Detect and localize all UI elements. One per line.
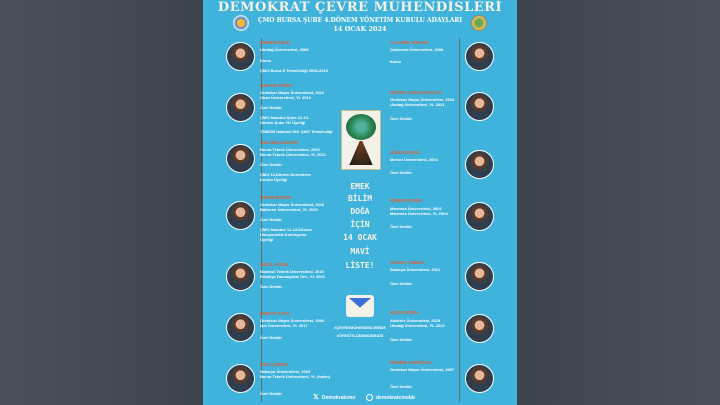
candidate-detail: ÇMO İstanbul Şube 12-13. Dönem Şube YK Üyeliği: [260, 115, 310, 125]
candidate-detail: Özel Sektör: [390, 224, 413, 229]
slogan-line: DOĞA: [350, 207, 370, 216]
slogan-line: BİLİM: [347, 194, 373, 203]
slogan-line: LİSTE!: [345, 261, 375, 270]
candidate-detail: Kamu: [260, 58, 272, 63]
candidate-name: MURAT KAYA: [260, 311, 290, 316]
candidate-detail: Özel Sektör: [260, 284, 283, 289]
candidate-detail: Sakarya Üniversitesi, 2019: [260, 369, 311, 374]
candidate-name: ZİNEM PODGE: [390, 198, 423, 203]
candidate-detail: Bursa Teknik Üniversitesi, 2020: [260, 147, 320, 152]
candidate-detail: Ondokuz Mayıs Üniversitesi, 2004: [260, 318, 325, 323]
candidate-detail: Okan Üniversitesi, YL 2016: [260, 95, 311, 100]
candidate-detail: ÇMO 14.Dönem Denetleme Kurulu Üyeliği: [260, 172, 311, 182]
candidate-detail: Özel Sektör: [260, 105, 283, 110]
candidate-detail: Kütahya Dumlupınar Üni., YL 2021: [260, 274, 325, 279]
twitter-handle[interactable]: Demokratcmo: [322, 395, 356, 401]
x-twitter-icon: 𝕏: [313, 394, 319, 401]
candidate-detail: Özel Sektör: [390, 170, 413, 175]
candidate-detail: Ondokuz Mayıs Üniversitesi, 2012: [260, 90, 325, 95]
candidate-name: OĞUZ BAŞOL: [390, 150, 421, 155]
candidate-detail: Uludağ Üniversitesi, YL 2023: [390, 323, 445, 328]
poster-date: 14 OCAK 2024: [333, 25, 387, 33]
candidate-detail: Özel Sektör: [260, 391, 283, 396]
poster-subtitle: ÇMO BURSA ŞUBE 4.DÖNEM YÖNETİM KURULU ADAYLARI: [257, 17, 463, 24]
envelope-icon: [346, 295, 374, 317]
candidate-photo: [226, 144, 255, 173]
candidate-photo: [226, 93, 255, 122]
candidate-photo: [465, 314, 494, 343]
slogan-line: MAVİ: [350, 247, 370, 256]
left-margin: [0, 0, 203, 405]
tree-logo-icon: [341, 110, 381, 170]
candidate-name: A.ALPER MAKAR: [390, 40, 429, 45]
slogan-line: İÇİN: [350, 220, 370, 229]
candidate-photo: [465, 92, 494, 121]
hashtag: #ÖRGÜTLÜDEMOKRASİ: [336, 333, 384, 338]
candidate-detail: Uludağ Üniversitesi, 2008: [260, 47, 309, 52]
candidate-name: ŞEYMA CAN KAYACAN: [390, 90, 441, 95]
candidate-detail: Çukurova Üniversitesi, 2006: [390, 47, 444, 52]
instagram-icon: [366, 394, 373, 401]
candidate-detail: Bursa Teknik Üniversitesi, YL (halen): [260, 374, 331, 379]
candidate-detail: Marmara Üniversitesi, YL 2004: [390, 211, 448, 216]
candidate-name: EZGİ KESEN: [390, 310, 418, 315]
candidate-detail: Ondokuz Mayıs Üniversitesi, 2007: [390, 367, 455, 372]
candidate-detail: Özel Sektör: [260, 162, 283, 167]
slogan-line: EMEK: [350, 182, 370, 191]
candidate-detail: Işık Üniversitesi, YL 2017: [260, 323, 308, 328]
candidate-detail: Sakarya Üniversitesi, 2011: [390, 267, 441, 272]
tree-roots-icon: [348, 141, 374, 165]
candidate-detail: Özel Sektör: [390, 337, 413, 342]
candidate-detail: ÇMO İstanbul 12-13.Dönem Danışmanlık Komisyonu Üyeliği: [260, 227, 312, 242]
candidate-detail: Akdeniz Üniversitesi, 2019: [390, 318, 441, 323]
candidate-name: UĞUR BÜTÜN: [260, 195, 291, 200]
instagram-handle[interactable]: demokratcmobb: [376, 395, 415, 401]
candidate-detail: Kamu: [390, 59, 402, 64]
candidate-name: SELTEN GÜLTEN: [260, 140, 298, 145]
slogan-line: 14 OCAK: [343, 233, 377, 242]
candidate-detail: TMMOB İstanbul İKK ÇMO Temsilciliği: [260, 129, 333, 134]
candidate-photo: [465, 42, 494, 71]
candidate-detail: Bursa Teknik Üniversitesi, YL 2021: [260, 152, 326, 157]
candidate-name: YUSUF ÇOBAN: [390, 260, 424, 265]
candidate-photo: [465, 262, 494, 291]
candidate-detail: Balıkesir Üniversitesi, YL 2020: [260, 207, 318, 212]
candidate-photo: [465, 364, 494, 393]
candidate-name: HAKAN TEKİN: [260, 83, 292, 88]
right-margin: [517, 0, 720, 405]
candidate-name: EDA ÇOBAN: [260, 362, 288, 367]
candidate-photo: [226, 364, 255, 393]
candidate-detail: Özel Sektör: [390, 116, 413, 121]
candidate-detail: Uludağ Üniversitesi, YL 2021: [390, 102, 445, 107]
poster: [203, 0, 517, 405]
candidate-name: ZERRİN KILIÇ: [260, 40, 291, 45]
candidate-photo: [465, 202, 494, 231]
hashtag: #ÇEVREMÜHENDİSLERİDE: [333, 325, 386, 330]
candidate-photo: [465, 150, 494, 179]
candidate-detail: Ondokuz Mayıs Üniversitesi, 2018: [390, 97, 455, 102]
candidate-detail: Özel Sektör: [390, 384, 413, 389]
candidate-detail: Özel Sektör: [260, 217, 283, 222]
poster-title: DEMOKRAT ÇEVRE MÜHENDİSLERİ: [217, 0, 503, 15]
candidate-detail: Özel Sektör: [390, 281, 413, 286]
candidate-detail: Marmara Üniversitesi, 2002: [390, 206, 442, 211]
candidate-photo: [226, 42, 255, 71]
candidate-detail: Özel Sektör: [260, 335, 283, 340]
candidate-name: ERDEM AYDOĞAN: [390, 360, 431, 365]
candidate-name: SEÇİL AYDIN: [260, 262, 289, 267]
candidate-detail: Ondokuz Mayıs Üniversitesi, 2016: [260, 202, 325, 207]
candidate-detail: ÇMO Bursa İl Temsilciliği 2008-2010: [260, 68, 328, 73]
social-footer: [203, 393, 517, 405]
candidate-detail: İstanbul Teknik Üniversitesi, 2018: [260, 269, 324, 274]
candidate-detail: Mersin Üniversitesi, 2004: [390, 157, 438, 162]
tree-crown-icon: [346, 114, 376, 140]
